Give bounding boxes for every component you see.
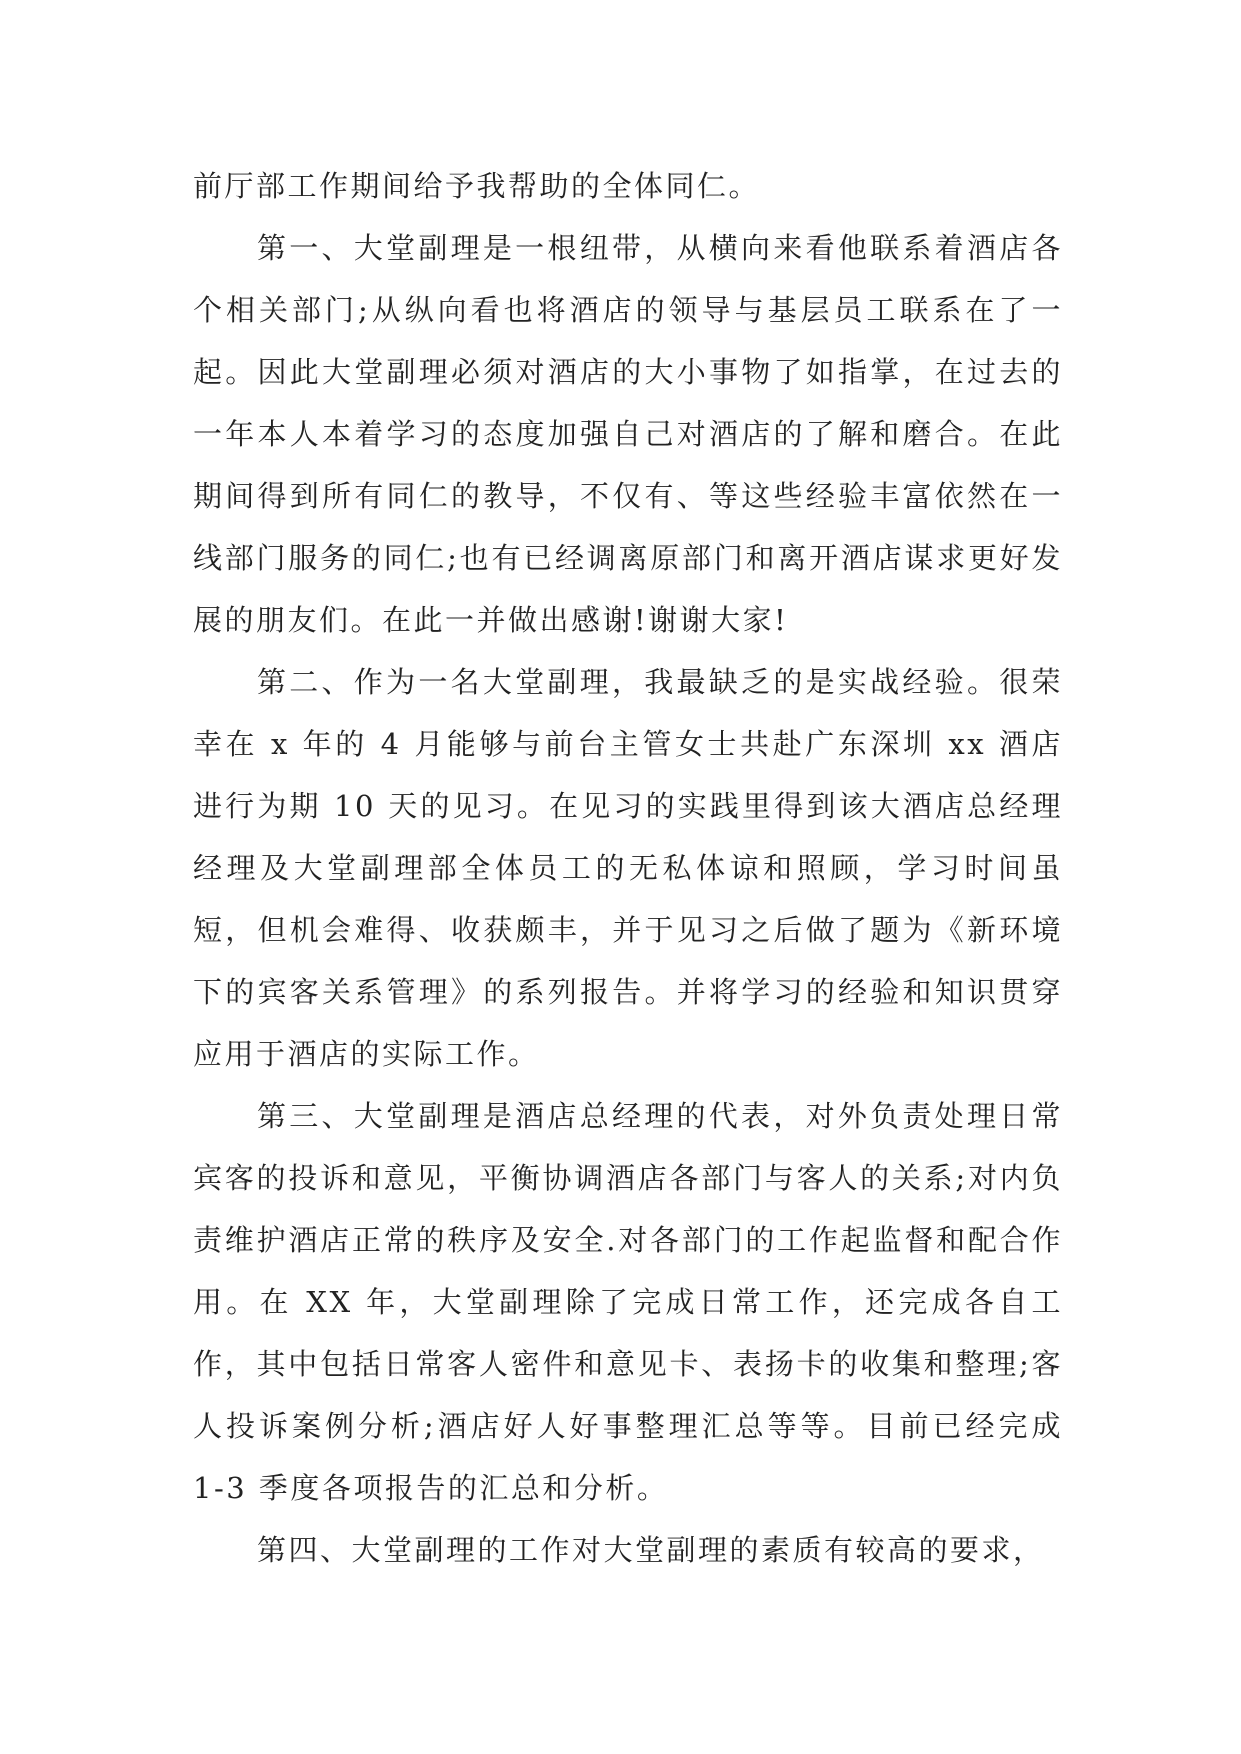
paragraph-5: 第四、大堂副理的工作对大堂副理的素质有较高的要求， [257, 1533, 1045, 1567]
paragraph-3: 第二、作为一名大堂副理，我最缺乏的是实战经验。很荣幸在 x 年的 4 月能够与前台主管女士共赴广东深圳 xx 酒店进行为期 10 天的见习。在见习的实践里得到该大酒店总经理经理及大堂副理部全体员工的无私体谅和照顾，学习时间虽短，但机会难得、收获颇丰，并于见习之后做了题为《新环境下的宾客关系管理》的系列报告。并将学习的经验和知识贯穿应用于酒店的实际工作。 [193, 665, 1063, 1071]
paragraph-2: 第一、大堂副理是一根纽带，从横向来看他联系着酒店各个相关部门;从纵向看也将酒店的领导与基层员工联系在了一起。因此大堂副理必须对酒店的大小事物了如指掌，在过去的一年本人本着学习的态度加强自己对酒店的了解和磨合。在此期间得到所有同仁的教导，不仅有、等这些经验丰富依然在一线部门服务的同仁;也有已经调离原部门和离开酒店谋求更好发展的朋友们。在此一并做出感谢!谢谢大家! [193, 231, 1063, 637]
paragraph-1: 前厅部工作期间给予我帮助的全体同仁。 [193, 169, 761, 203]
paragraph-4: 第三、大堂副理是酒店总经理的代表，对外负责处理日常宾客的投诉和意见，平衡协调酒店各部门与客人的关系;对内负责维护酒店正常的秩序及安全.对各部门的工作起监督和配合作用。在 XX 年，大堂副理除了完成日常工作，还完成各自工作，其中包括日常客人密件和意见卡、表扬卡的收集和整理;客人投诉案例分析;酒店好人好事整理汇总等等。目前已经完成 1-3 季度各项报告的汇总和分析。 [193, 1099, 1063, 1505]
document-body [193, 155, 1063, 1581]
